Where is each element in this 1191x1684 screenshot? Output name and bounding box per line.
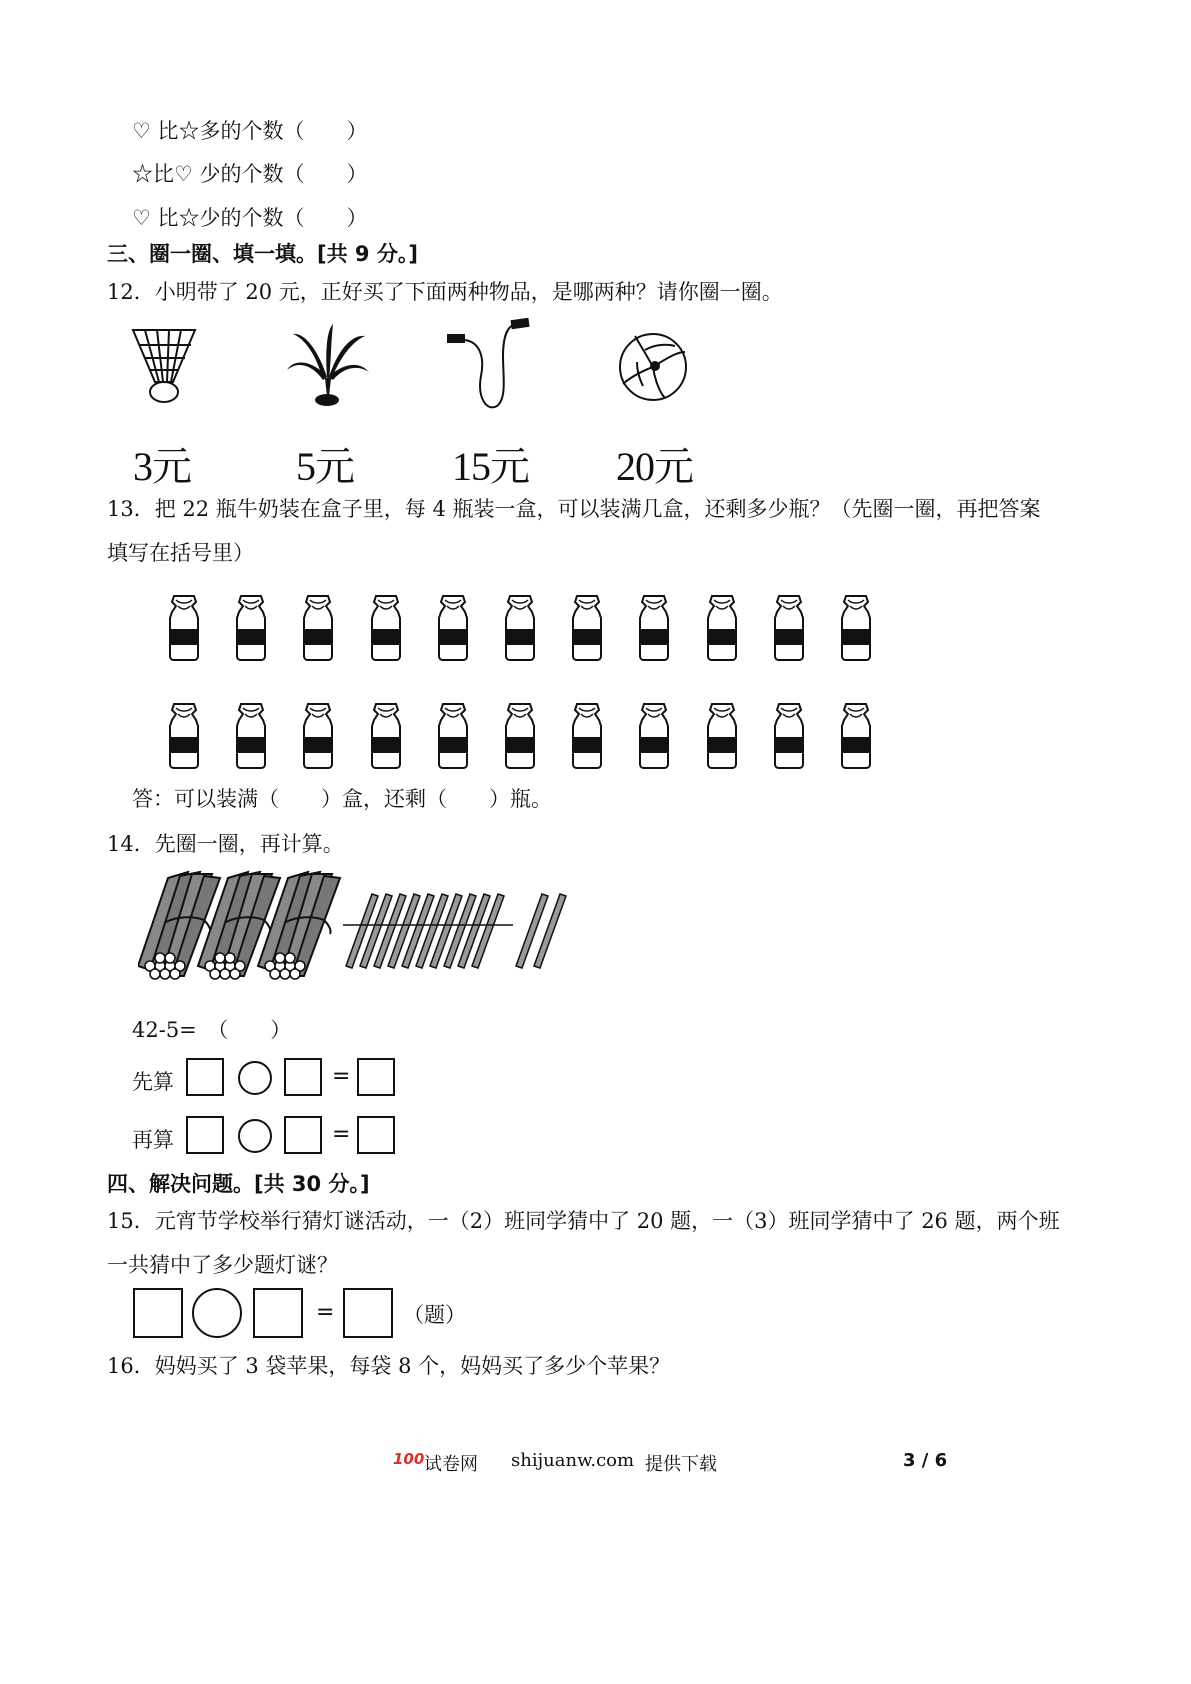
plant-icon: [285, 322, 370, 412]
q15-text-line2: 一共猜中了多少题灯谜？: [107, 1253, 338, 1277]
milk-bottle-icon[interactable]: [636, 700, 672, 770]
q13-answer: 答：可以装满（ ）盒，还剩（ ）瓶。: [132, 787, 552, 811]
step2-box-2[interactable]: [284, 1116, 322, 1154]
sticks-bundles-icon: [138, 870, 578, 990]
milk-bottle-icon[interactable]: [569, 700, 605, 770]
milk-bottle-icon[interactable]: [166, 700, 202, 770]
milk-bottle-icon[interactable]: [233, 700, 269, 770]
section-3-title: 三、圈一圈、填一填。[共 9 分。]: [107, 242, 418, 266]
step2-result-box[interactable]: [357, 1116, 395, 1154]
q15-result-box[interactable]: [343, 1288, 393, 1338]
step1-box-2[interactable]: [284, 1058, 322, 1096]
milk-bottle-icon[interactable]: [502, 592, 538, 662]
milk-bottle-icon[interactable]: [435, 700, 471, 770]
milk-bottle-icon[interactable]: [771, 592, 807, 662]
step2-equals: =: [332, 1122, 351, 1147]
q15-text-line1: 15．元宵节学校举行猜灯谜活动，一（2）班同学猜中了 20 题，一（3）班同学猜中了 26 题，两个班: [107, 1209, 1060, 1233]
q15-box-2[interactable]: [253, 1288, 303, 1338]
ball-icon: [615, 322, 695, 412]
q13-text-line2: 填写在括号里）: [107, 541, 254, 565]
q14-equation: 42-5= （ ）: [132, 1018, 292, 1042]
milk-bottle-icon[interactable]: [704, 700, 740, 770]
footer-logo-text: 试卷网: [424, 1454, 478, 1475]
price-jump-rope: 15元: [452, 444, 529, 489]
footer-logo: 100: [393, 1450, 425, 1468]
price-plant: 5元: [296, 444, 354, 489]
milk-bottle-icon[interactable]: [771, 700, 807, 770]
q15-box-1[interactable]: [133, 1288, 183, 1338]
step1-operator-circle[interactable]: [238, 1061, 272, 1095]
section-4-title: 四、解决问题。[共 30 分。]: [107, 1172, 370, 1196]
q14-text: 14．先圈一圈，再计算。: [107, 832, 344, 856]
q16-text: 16．妈妈买了 3 袋苹果，每袋 8 个，妈妈买了多少个苹果？: [107, 1354, 671, 1378]
step2-operator-circle[interactable]: [238, 1119, 272, 1153]
milk-bottle-icon[interactable]: [300, 700, 336, 770]
page-number: 3 / 6: [903, 1450, 948, 1471]
footer-site: shijuanw.com: [511, 1450, 635, 1471]
q15-equals: =: [316, 1300, 335, 1325]
milk-bottle-icon[interactable]: [368, 592, 404, 662]
milk-bottle-icon[interactable]: [636, 592, 672, 662]
milk-bottle-icon[interactable]: [435, 592, 471, 662]
milk-bottle-icon[interactable]: [838, 592, 874, 662]
step1-result-box[interactable]: [357, 1058, 395, 1096]
milk-bottle-icon[interactable]: [166, 592, 202, 662]
step1-label: 先算: [132, 1070, 174, 1094]
q15-operator-circle[interactable]: [192, 1288, 242, 1338]
step1-box-1[interactable]: [186, 1058, 224, 1096]
jump-rope-icon: [445, 316, 535, 416]
compare-line-1: ♡ 比☆多的个数（ ）: [132, 119, 368, 143]
price-shuttlecock: 3元: [133, 444, 191, 489]
milk-bottle-icon[interactable]: [233, 592, 269, 662]
step2-box-1[interactable]: [186, 1116, 224, 1154]
q12-text: 12．小明带了 20 元，正好买了下面两种物品，是哪两种？请你圈一圈。: [107, 280, 783, 304]
compare-line-2: ☆比♡ 少的个数（ ）: [132, 162, 368, 186]
milk-bottle-icon[interactable]: [502, 700, 538, 770]
milk-bottle-icon[interactable]: [704, 592, 740, 662]
step1-equals: =: [332, 1064, 351, 1089]
compare-line-3: ♡ 比☆少的个数（ ）: [132, 206, 368, 230]
shuttlecock-icon: [125, 320, 205, 410]
q15-unit: （题）: [403, 1303, 466, 1327]
price-ball: 20元: [616, 444, 693, 489]
milk-bottle-icon[interactable]: [838, 700, 874, 770]
milk-bottle-icon[interactable]: [368, 700, 404, 770]
q13-text-line1: 13．把 22 瓶牛奶装在盒子里，每 4 瓶装一盒，可以装满几盒，还剩多少瓶？（先圈一圈，再把答案: [107, 497, 1041, 521]
milk-bottle-icon[interactable]: [569, 592, 605, 662]
milk-bottle-icon[interactable]: [300, 592, 336, 662]
footer-provide: 提供下载: [645, 1454, 717, 1475]
step2-label: 再算: [132, 1128, 174, 1152]
